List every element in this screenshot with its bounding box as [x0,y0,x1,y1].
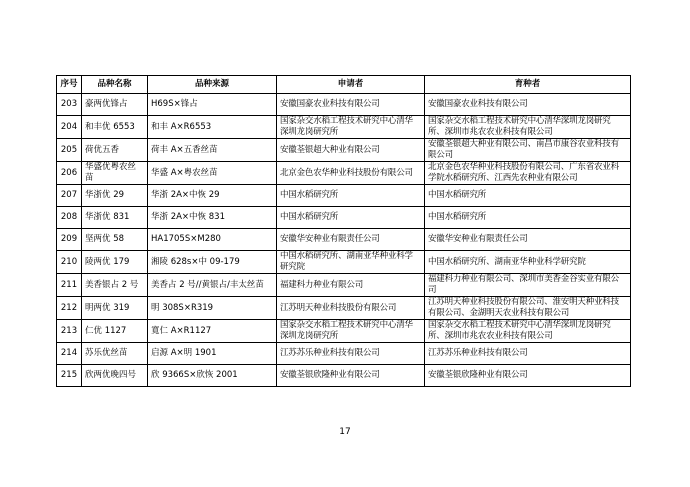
table-row [57,185,631,207]
cell-serial-number: 215 [57,365,82,387]
cell-serial-number: 207 [57,185,82,207]
cell-serial-number: 214 [57,343,82,365]
cell-serial-number: 212 [57,297,82,320]
table-row [57,365,631,387]
cell-breeder: 安徽荃银超大种业有限公司、南昌市康谷农业科技有限公司 [425,139,631,162]
table-row [57,343,631,365]
cell-applicant: 江苏明天种业科技股份有限公司 [277,297,425,320]
cell-variety-source: 明 308S×R319 [148,297,277,320]
table-row [57,274,631,297]
cell-serial-number: 209 [57,229,82,251]
cell-applicant: 国家杂交水稻工程技术研究中心清华深圳龙岗研究所 [277,116,425,139]
cell-breeder: 福建科力种业有限公司、深圳市美香金谷实业有限公司 [425,274,631,297]
header-variety-source: 品种来源 [148,76,277,94]
cell-breeder: 安徽国豪农业科技有限公司 [425,94,631,116]
table-row [57,229,631,251]
cell-variety-source: 寬仁 A×R1127 [148,320,277,343]
table-row [57,116,631,139]
cell-serial-number: 206 [57,162,82,185]
cell-breeder: 北京金色农华种业科技股份有限公司、广东省农业科学院水稻研究所、江西先农种业有限公司 [425,162,631,185]
cell-serial-number: 203 [57,94,82,116]
table-row [57,251,631,274]
cell-variety-source: 启源 A×明 1901 [148,343,277,365]
cell-breeder: 安徽荃银欣隆种业有限公司 [425,365,631,387]
variety-table [56,75,631,387]
cell-variety-name: 荷优五香 [82,139,148,162]
cell-variety-source: H69S×锋占 [148,94,277,116]
cell-breeder: 国家杂交水稻工程技术研究中心清华深圳龙岗研究所、深圳市兆农农业科技有限公司 [425,320,631,343]
cell-variety-name: 华盛优粤农丝苗 [82,162,148,185]
cell-applicant: 福建科力种业有限公司 [277,274,425,297]
page-number: 17 [339,427,351,437]
cell-variety-name: 坚两优 58 [82,229,148,251]
cell-applicant: 中国水稻研究所 [277,207,425,229]
cell-breeder: 中国水稻研究所、湖南亚华种业科学研究院 [425,251,631,274]
cell-variety-name: 陵两优 179 [82,251,148,274]
cell-variety-source: 荷丰 A×五香丝苗 [148,139,277,162]
cell-serial-number: 208 [57,207,82,229]
cell-variety-name: 美香银占 2 号 [82,274,148,297]
cell-breeder: 国家杂交水稻工程技术研究中心清华深圳龙岗研究所、深圳市兆农农业科技有限公司 [425,116,631,139]
cell-variety-name: 华浙优 831 [82,207,148,229]
cell-applicant: 安徽荃银超大种业有限公司 [277,139,425,162]
cell-breeder: 江苏苏乐种业科技有限公司 [425,343,631,365]
cell-variety-name: 苏乐优丝苗 [82,343,148,365]
table-row [57,297,631,320]
header-variety-name: 品种名称 [82,76,148,94]
cell-variety-name: 仁优 1127 [82,320,148,343]
table-row [57,139,631,162]
cell-variety-source: 华盛 A×粤农丝苗 [148,162,277,185]
cell-applicant: 国家杂交水稻工程技术研究中心清华深圳龙岗研究所 [277,320,425,343]
cell-serial-number: 204 [57,116,82,139]
table-body [57,94,631,387]
cell-applicant: 北京金色农华种业科技股份有限公司 [277,162,425,185]
cell-variety-source: HA1705S×M280 [148,229,277,251]
cell-applicant: 安徽荃银欣隆种业有限公司 [277,365,425,387]
table-row [57,207,631,229]
cell-serial-number: 210 [57,251,82,274]
cell-applicant: 中国水稻研究所、湖南亚华种业科学研究院 [277,251,425,274]
cell-variety-source: 华浙 2A×中恢 29 [148,185,277,207]
cell-applicant: 安徽华安种业有限责任公司 [277,229,425,251]
table-row [57,162,631,185]
cell-breeder: 中国水稻研究所 [425,185,631,207]
cell-applicant: 江苏苏乐种业科技有限公司 [277,343,425,365]
header-applicant: 申请者 [277,76,425,94]
cell-applicant: 安徽国豪农业科技有限公司 [277,94,425,116]
header-serial-number: 序号 [57,76,82,94]
cell-serial-number: 213 [57,320,82,343]
cell-variety-name: 和丰优 6553 [82,116,148,139]
cell-breeder: 江苏明天种业科技股份有限公司、淮安明天种业科技有限公司、金湖明天农业科技有限公司 [425,297,631,320]
cell-breeder: 中国水稻研究所 [425,207,631,229]
cell-variety-source: 湘陵 628s×中 09-179 [148,251,277,274]
cell-variety-name: 明两优 319 [82,297,148,320]
table-row [57,94,631,116]
cell-serial-number: 205 [57,139,82,162]
cell-variety-name: 豪两优锋占 [82,94,148,116]
cell-breeder: 安徽华安种业有限责任公司 [425,229,631,251]
cell-variety-source: 欣 9366S×欣恢 2001 [148,365,277,387]
cell-serial-number: 211 [57,274,82,297]
cell-variety-name: 华浙优 29 [82,185,148,207]
cell-variety-source: 和丰 A×R6553 [148,116,277,139]
table-row [57,320,631,343]
cell-applicant: 中国水稻研究所 [277,185,425,207]
cell-variety-source: 华浙 2A×中恢 831 [148,207,277,229]
table-header-row [57,76,631,94]
cell-variety-source: 美香占 2 号//黄银占/丰太丝苗 [148,274,277,297]
cell-variety-name: 欣两优晚四号 [82,365,148,387]
header-breeder: 育种者 [425,76,631,94]
